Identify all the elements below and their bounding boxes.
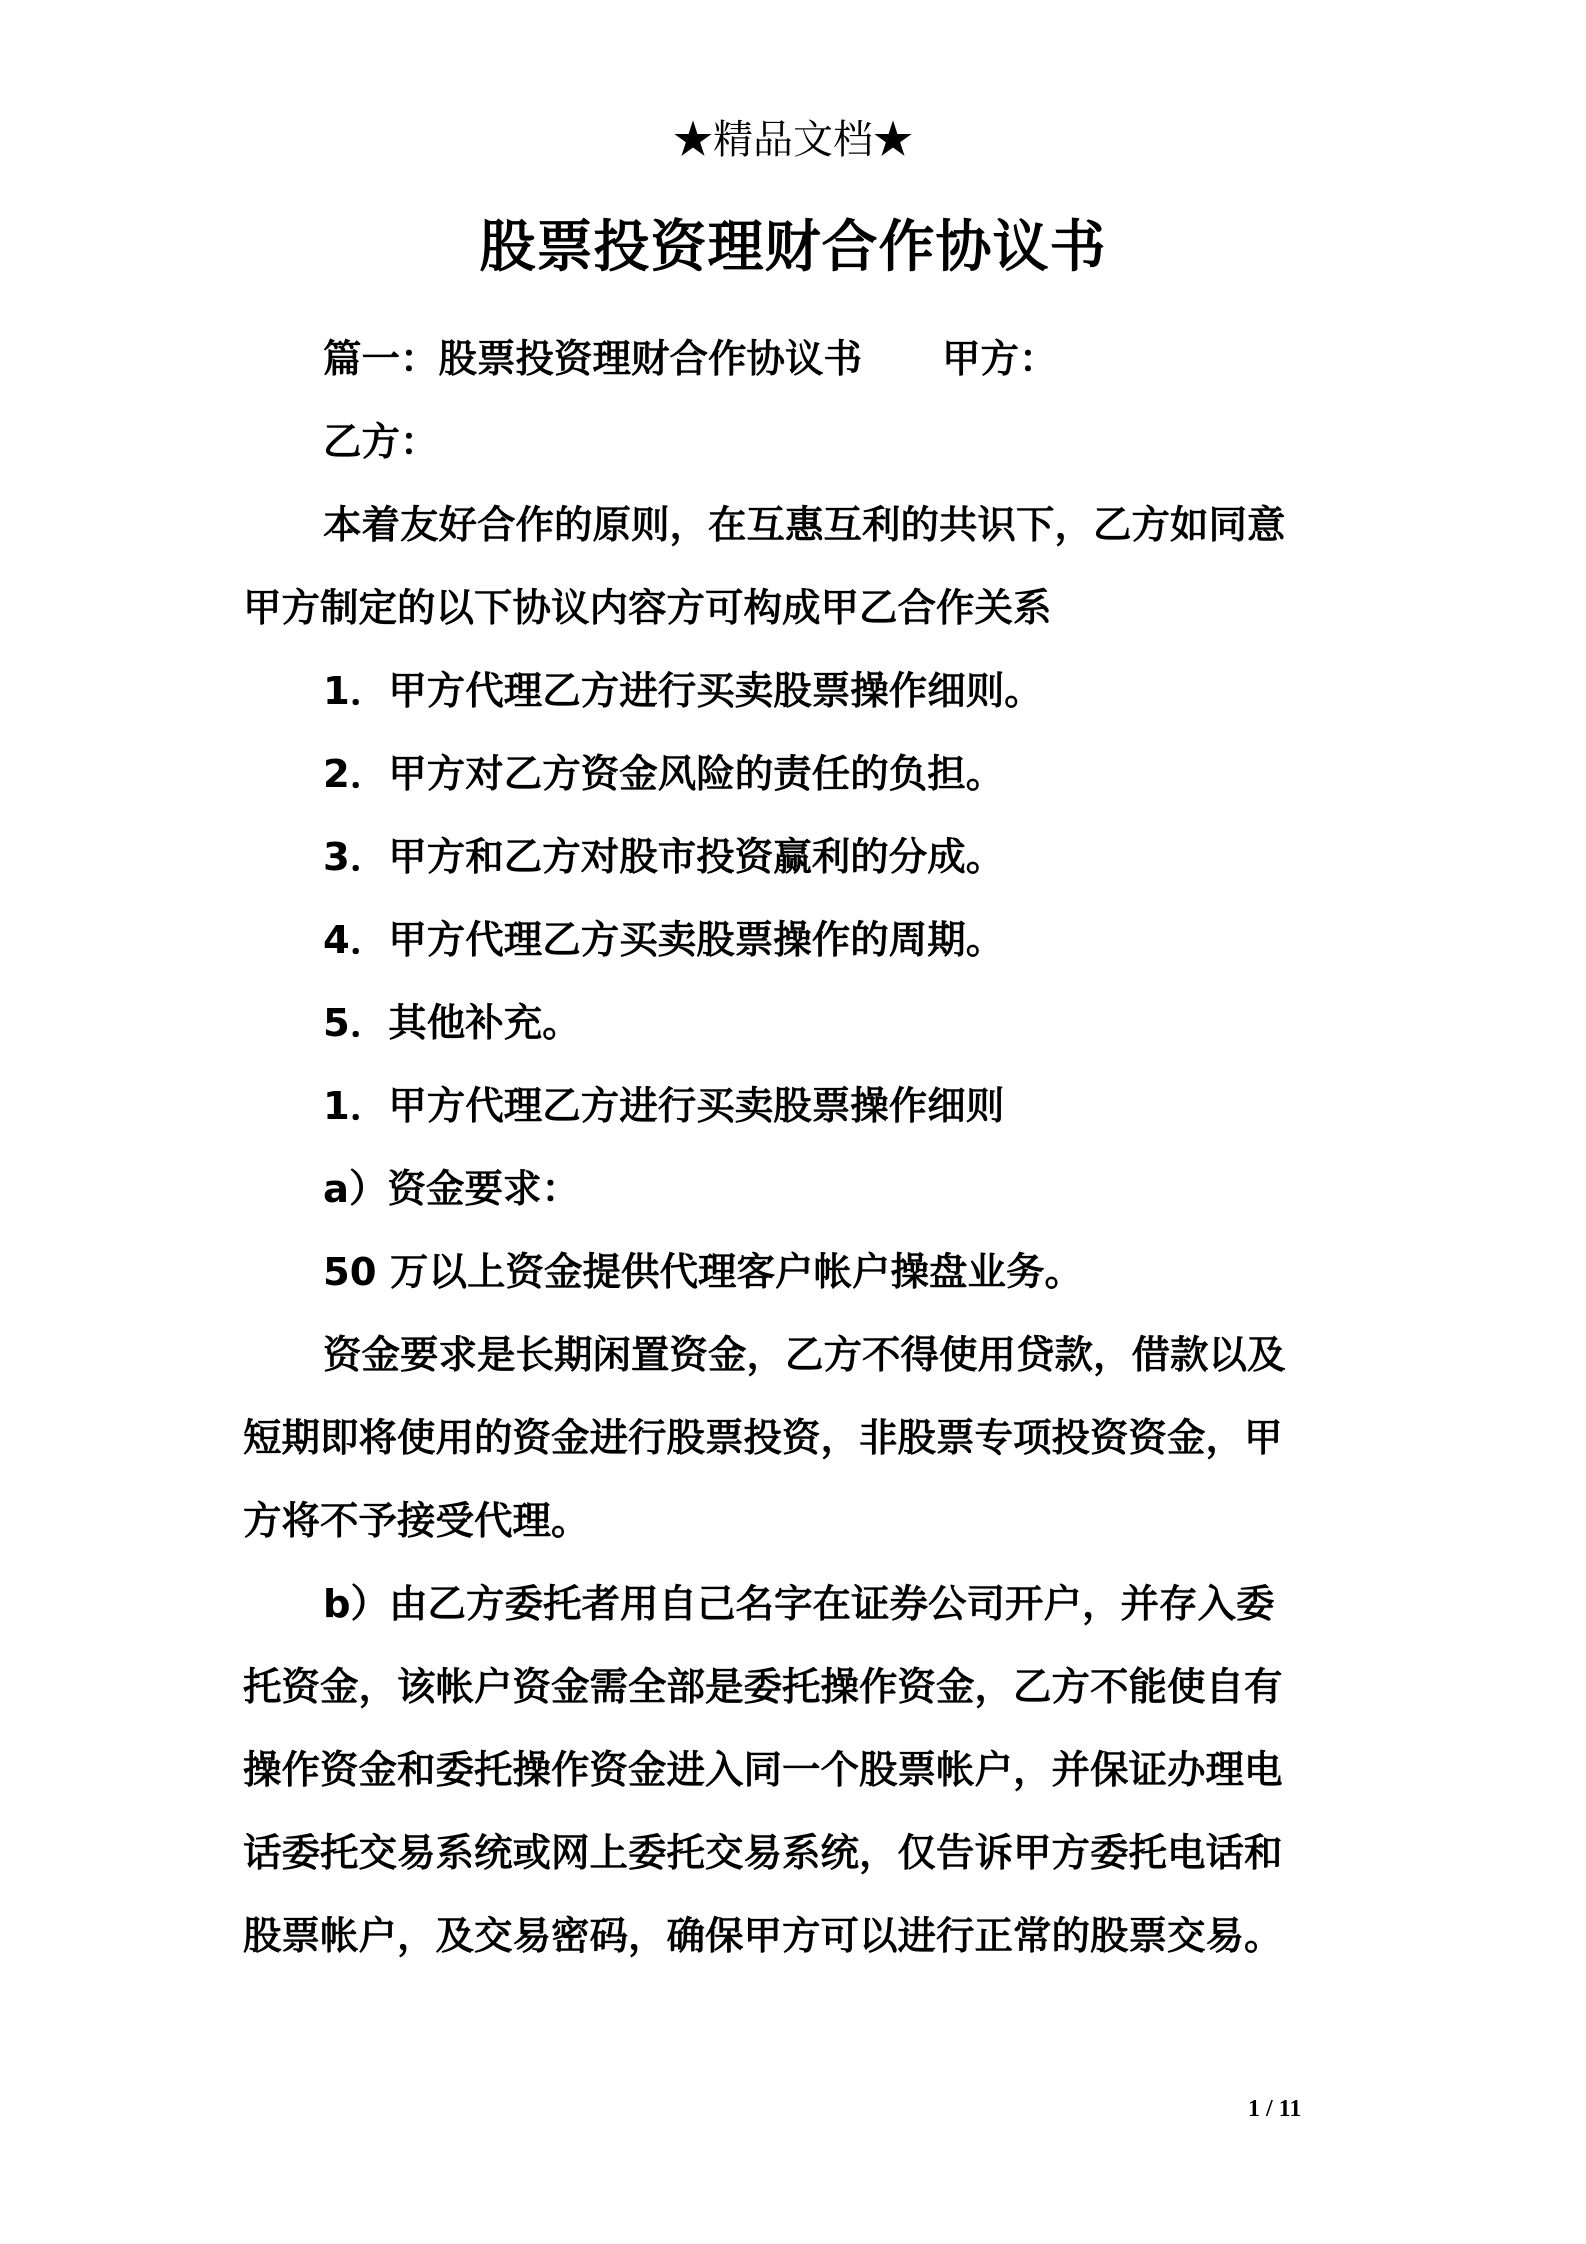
section-1-heading: 1．甲方代理乙方进行买卖股票操作细则 — [323, 1084, 1005, 1129]
party-a-label: 甲方： — [942, 337, 1058, 382]
party-b-label: 乙方： — [323, 420, 439, 465]
item-b-para-line-4: 话委托交易系统或网上委托交易系统，仅告诉甲方委托电话和 — [243, 1831, 1283, 1876]
item-b-para-line-2: 托资金，该帐户资金需全部是委托操作资金，乙方不能使自有 — [243, 1665, 1283, 1710]
document-title: 股票投资理财合作协议书 — [479, 215, 1107, 280]
page-number: 1 / 11 — [1248, 2096, 1302, 2122]
intro-line-1: 本着友好合作的原则，在互惠互利的共识下，乙方如同意 — [323, 503, 1286, 548]
item-b-para-line-5: 股票帐户，及交易密码，确保甲方可以进行正常的股票交易。 — [243, 1914, 1283, 1959]
item-a-line-1: 50 万以上资金提供代理客户帐户操盘业务。 — [323, 1250, 1083, 1295]
outline-item-4: 4．甲方代理乙方买卖股票操作的周期。 — [323, 918, 1005, 963]
item-b-para-line-3: 操作资金和委托操作资金进入同一个股票帐户，并保证办理电 — [243, 1748, 1283, 1793]
subtitle-line — [243, 318, 1358, 401]
intro-line-2: 甲方制定的以下协议内容方可构成甲乙合作关系 — [243, 586, 1052, 631]
item-a-para-line-3: 方将不予接受代理。 — [243, 1499, 590, 1544]
outline-item-3: 3．甲方和乙方对股市投资赢利的分成。 — [323, 835, 1005, 880]
item-a-para-line-2: 短期即将使用的资金进行股票投资，非股票专项投资资金，甲 — [243, 1416, 1283, 1461]
header-mark: ★精品文档★ — [673, 117, 913, 163]
outline-item-1: 1．甲方代理乙方进行买卖股票操作细则。 — [323, 669, 1043, 714]
outline-item-2: 2．甲方对乙方资金风险的责任的负担。 — [323, 752, 1005, 797]
item-a-heading: a）资金要求： — [323, 1167, 580, 1212]
item-a-para-line-1: 资金要求是长期闲置资金，乙方不得使用贷款，借款以及 — [323, 1333, 1286, 1378]
outline-item-5: 5．其他补充。 — [323, 1001, 581, 1046]
subtitle: 篇一：股票投资理财合作协议书 — [323, 337, 863, 382]
item-b-para-line-1: b）由乙方委托者用自己名字在证券公司开户，并存入委 — [323, 1582, 1275, 1627]
document-body — [243, 318, 1358, 1978]
